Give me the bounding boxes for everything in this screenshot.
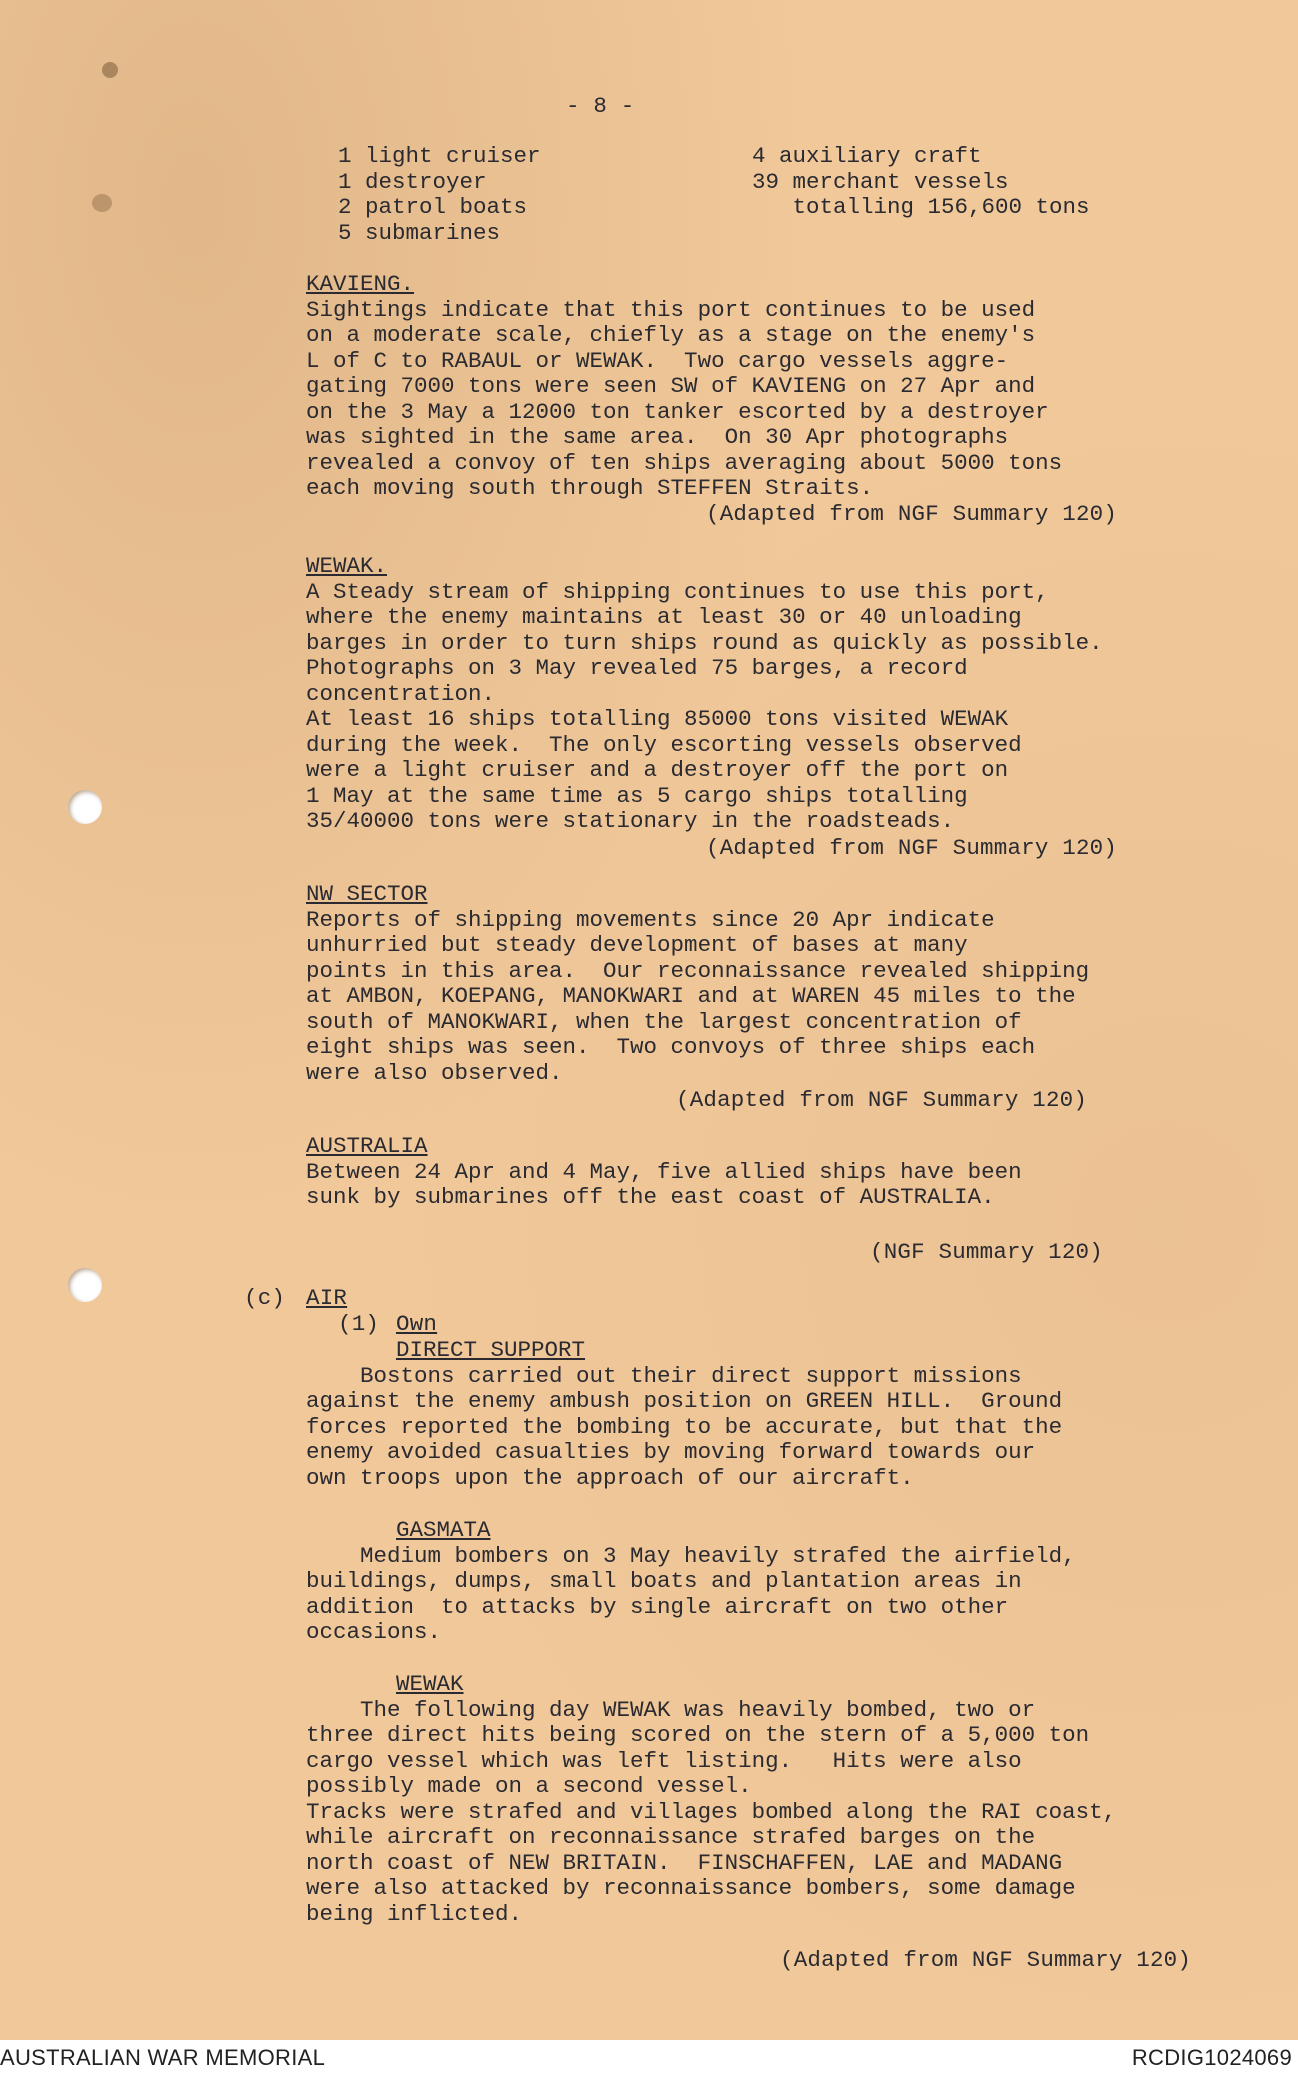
list-item: totalling 156,600 tons [752,194,1090,220]
section-heading: AUSTRALIA [306,1133,428,1159]
vessel-list-right [752,144,1090,221]
text-line: At least 16 ships totalling 85000 tons visited WEWAK [306,706,1009,732]
text-line: The following day WEWAK was heavily bombed, two or [306,1696,1036,1723]
text-line: were also observed. [306,1059,563,1086]
section-direct-support [306,1338,1062,1491]
text-line: eight ships was seen. Two convoys of three ships each [306,1034,1036,1060]
text-line: at AMBON, KOEPANG, MANOKWARI and at WAREN 45 miles to the [306,983,1076,1009]
stain-mark [102,62,118,78]
section-heading: NW SECTOR [306,881,428,907]
text-line: Medium bombers on 3 May heavily strafed the airfield, [306,1542,1076,1569]
text-line: each moving south through STEFFEN Straits. [306,475,874,501]
text-line: sunk by submarines off the east coast of AUSTRALIA. [306,1184,995,1210]
source-citation: (Adapted from NGF Summary 120) [706,501,1118,527]
section-nw-sector [306,882,1089,1086]
section-heading: GASMATA [396,1517,491,1543]
text-line: Photographs on 3 May revealed 75 barges, a record [306,655,968,681]
text-line: A Steady stream of shipping continues to use this port, [306,578,1049,605]
source-citation: (Adapted from NGF Summary 120) [706,835,1118,861]
section-kavieng [306,272,1062,502]
text-line: north coast of NEW BRITAIN. FINSCHAFFEN, LAE and MADANG [306,1849,1063,1876]
list-item: 1 destroyer [338,168,487,195]
text-line: cargo vessel which was left listing. Hits were also [306,1747,1022,1774]
source-citation: (NGF Summary 120) [870,1239,1103,1265]
text-line: buildings, dumps, small boats and plantation areas in [306,1568,1022,1594]
list-item: 2 patrol boats [338,194,528,220]
text-line: three direct hits being scored on the stern of a 5,000 ton [306,1722,1090,1748]
punch-hole-bottom [68,1268,102,1302]
subsection-label: (1) [338,1311,380,1337]
section-wewak [306,554,1103,835]
text-line: possibly made on a second vessel. [306,1773,752,1799]
text-line: gating 7000 tons were seen SW of KAVIENG on 27 Apr and [306,373,1036,399]
footer-archive-name: AUSTRALIAN WAR MEMORIAL [0,2045,326,2070]
section-label: (c) [244,1285,286,1311]
text-line: were a light cruiser and a destroyer off the port on [306,757,1009,783]
section-heading: KAVIENG. [306,271,415,297]
text-line: own troops upon the approach of our aircraft. [306,1464,914,1491]
subsection-heading: Own [396,1311,438,1337]
text-line: Tracks were strafed and villages bombed along the RAI coast, [306,1798,1117,1825]
section-australia [306,1134,1022,1211]
list-item: 1 light cruiser [338,143,541,169]
source-citation: (Adapted from NGF Summary 120) [676,1087,1088,1113]
text-line: on the 3 May a 12000 ton tanker escorted by a destroyer [306,398,1049,425]
text-line: Between 24 Apr and 4 May, five allied ships have been [306,1158,1022,1185]
text-line: while aircraft on reconnaissance strafed barges on the [306,1824,1036,1850]
text-line: Reports of shipping movements since 20 Apr indicate [306,906,995,933]
text-line: Sightings indicate that this port continues to be used [306,296,1036,323]
section-heading: AIR [306,1285,348,1311]
text-line: enemy avoided casualties by moving forward towards our [306,1439,1036,1465]
section-gasmata [306,1518,1076,1646]
punch-hole-top [68,790,102,824]
text-line: concentration. [306,680,496,707]
page-number: - 8 - [566,93,635,119]
text-line: points in this area. Our reconnaissance revealed shipping [306,957,1090,984]
text-line: unhurried but steady development of bases at many [306,932,968,958]
text-line: revealed a convoy of ten ships averaging about 5000 tons [306,449,1063,476]
text-line: 35/40000 tons were stationary in the roadsteads. [306,808,955,834]
text-line: occasions. [306,1619,442,1645]
section-heading: WEWAK. [306,553,388,579]
vessel-list-left [338,144,541,246]
text-line: where the enemy maintains at least 30 or 40 unloading [306,604,1022,630]
footer-record-id: RCDIG1024069 [1131,2045,1292,2070]
text-line: forces reported the bombing to be accurate, but that the [306,1413,1063,1440]
section-heading: WEWAK [396,1671,464,1697]
text-line: barges in order to turn ships round as quickly as possible. [306,629,1103,656]
text-line: addition to attacks by single aircraft on two other [306,1593,1009,1620]
text-line: L of C to RABAUL or WEWAK. Two cargo vessels aggre- [306,347,1009,374]
section-heading: DIRECT SUPPORT [396,1337,586,1363]
text-line: Bostons carried out their direct support missions [306,1362,1022,1389]
list-item: 5 submarines [338,219,501,246]
list-item: 4 auxiliary craft [752,143,982,169]
text-line: during the week. The only escorting vessels observed [306,731,1022,758]
stain-mark [92,194,112,212]
source-citation: (Adapted from NGF Summary 120) [780,1947,1192,1973]
list-item: 39 merchant vessels [752,168,1009,195]
text-line: on a moderate scale, chiefly as a stage on the enemy's [306,322,1036,348]
text-line: against the enemy ambush position on GREEN HILL. Ground [306,1388,1063,1414]
text-line: were also attacked by reconnaissance bombers, some damage [306,1875,1076,1901]
text-line: being inflicted. [306,1900,523,1927]
text-line: 1 May at the same time as 5 cargo ships totalling [306,782,968,809]
text-line: was sighted in the same area. On 30 Apr photographs [306,424,1009,450]
section-air-wewak [306,1672,1116,1927]
text-line: south of MANOKWARI, when the largest concentration of [306,1008,1022,1035]
